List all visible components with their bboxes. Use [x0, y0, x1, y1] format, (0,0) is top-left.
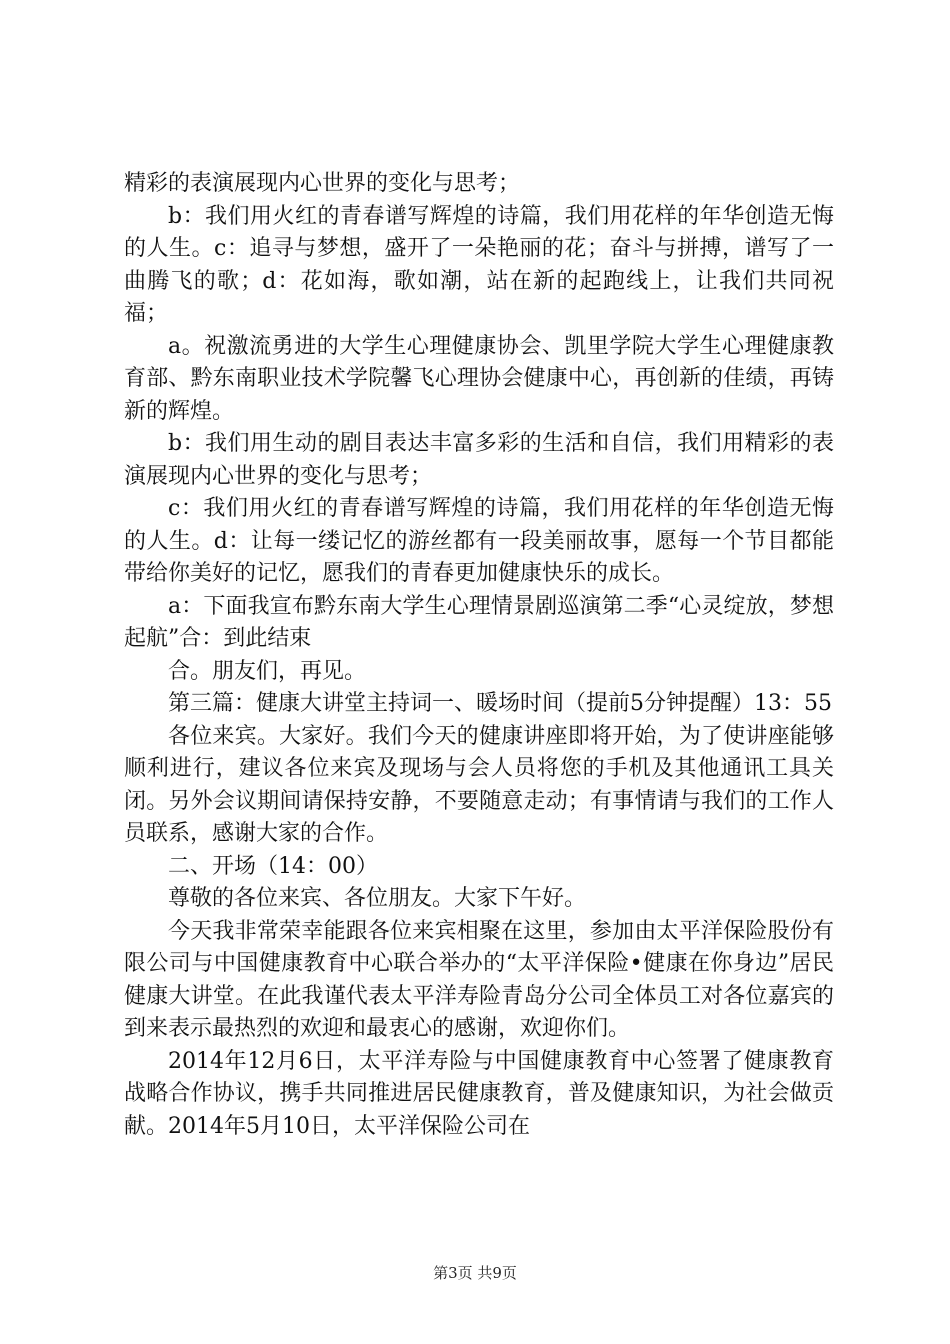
paragraph: 精彩的表演展现内心世界的变化与思考；	[124, 171, 521, 196]
paragraph: a：下面我宣布黔东南大学生心理情景剧巡演第二季“心灵绽放，梦想起航”合：到此结束	[124, 593, 834, 651]
paragraph: 尊敬的各位来宾、各位朋友。大家下午好。	[168, 886, 587, 911]
subheading: 二、开场（14：00）	[168, 853, 378, 879]
section-heading: 第三篇：健康大讲堂主持词一、暖场时间（提前5分钟提醒）13：55	[168, 691, 832, 716]
paragraph: 合。朋友们，再见。	[168, 658, 367, 684]
document-body	[124, 168, 834, 1143]
paragraph: c：我们用火红的青春谱写辉煌的诗篇，我们用花样的年华创造无悔的人生。d：让每一缕记忆的游丝都有一段美丽故事，愿每一个节目都能带给你美好的记忆，愿我们的青春更加健康快乐的成长。	[124, 496, 834, 586]
paragraph: 2014年12月6日，太平洋寿险与中国健康教育中心签署了健康教育战略合作协议，携手共同推进居民健康教育，普及健康知识，为社会做贡献。2014年5月10日，太平洋保险公司在	[124, 1048, 834, 1139]
paragraph: a。祝激流勇进的大学生心理健康协会、凯里学院大学生心理健康教育部、黔东南职业技术学院馨飞心理协会健康中心，再创新的佳绩，再铸新的辉煌。	[124, 333, 834, 424]
paragraph: b：我们用火红的青春谱写辉煌的诗篇，我们用花样的年华创造无悔的人生。c：追寻与梦想，盛开了一朵艳丽的花；奋斗与拼搏，谱写了一曲腾飞的歌；d：花如海，歌如潮，站在新的起跑线上，让我们共同祝福；	[124, 203, 834, 326]
paragraph: 各位来宾。大家好。我们今天的健康讲座即将开始，为了使讲座能够顺利进行，建议各位来宾及现场与会人员将您的手机及其他通讯工具关闭。另外会议期间请保持安静，不要随意走动；有事情请与我们的工作人员联系，感谢大家的合作。	[124, 723, 834, 846]
page-number: 第3页 共9页	[433, 1264, 517, 1282]
paragraph: b：我们用生动的剧目表达丰富多彩的生活和自信，我们用精彩的表演展现内心世界的变化与思考；	[124, 431, 834, 489]
paragraph: 今天我非常荣幸能跟各位来宾相聚在这里，参加由太平洋保险股份有限公司与中国健康教育中心联合举办的“太平洋保险•健康在你身边”居民健康大讲堂。在此我谨代表太平洋寿险青岛分公司全体员工对各位嘉宾的到来表示最热烈的欢迎和最衷心的感谢，欢迎你们。	[124, 918, 834, 1041]
